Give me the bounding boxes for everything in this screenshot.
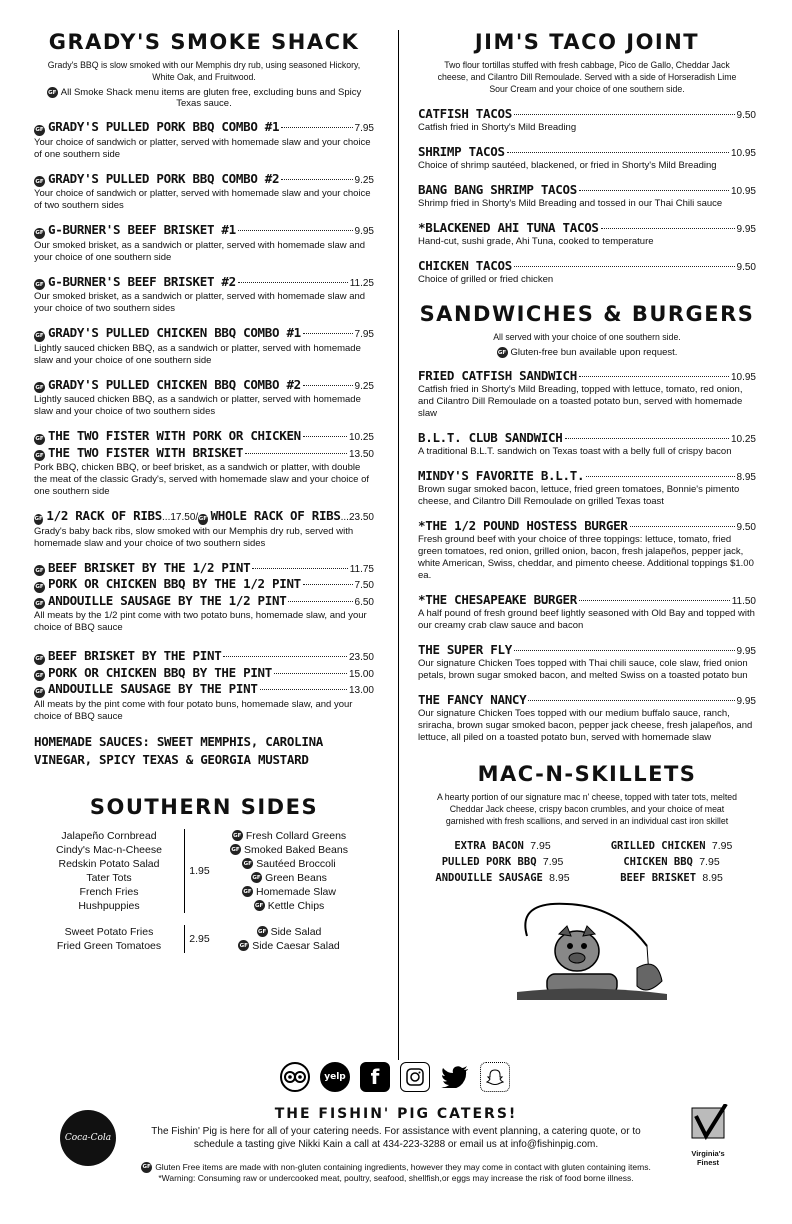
gluten-free-icon: GF [34, 125, 45, 136]
gluten-free-icon: GF [242, 858, 253, 869]
item-price: 8.95 [736, 472, 756, 484]
dot-leader [630, 526, 735, 527]
item-price: 10.95 [730, 372, 756, 384]
yelp-icon[interactable]: yelp [320, 1062, 350, 1092]
item-description: Fresh ground beef with your choice of three toppings: lettuce, tomato, fried green tomatoes, red onion, grilled onion, bacon, fresh jalapeños, pepper jack, white American, Swiss, cheddar, and pimento cheese. Additional toppings $1.00 ea. [418, 534, 754, 582]
sandwiches-intro: All served with your choice of one southern side. [493, 332, 681, 343]
menu-item-row [34, 377, 374, 394]
catering-title: THE FISHIN' PIG CATERS! [274, 1106, 518, 1122]
menu-item-row [418, 468, 756, 483]
menu-item [418, 468, 756, 508]
side-item: Redskin Potato Salad [58, 857, 160, 870]
item-name: PORK OR CHICKEN BBQ BY THE PINT [48, 664, 272, 680]
menu-item [418, 430, 756, 458]
gluten-free-icon: GF [34, 565, 45, 576]
item-price: 7.95 [354, 123, 374, 135]
item-description: Catfish fried in Shorty's Mild Breading [418, 122, 577, 133]
menu-item-row [418, 430, 756, 445]
item-description: Our smoked brisket, as a sandwich or platter, served with homemade slaw and your choice of two southern sides [34, 291, 366, 315]
menu-item [34, 377, 374, 419]
menu-item-row [418, 518, 756, 533]
dot-leader [238, 282, 348, 283]
dot-leader [565, 438, 729, 439]
menu-item-row [34, 119, 374, 136]
item-price: 10.95 [730, 148, 756, 159]
side-item: Tater Tots [86, 871, 132, 884]
dot-leader [281, 179, 352, 180]
gluten-free-icon: GF [34, 331, 45, 342]
gluten-free-icon: GF [34, 670, 45, 681]
side-item: Hushpuppies [78, 899, 140, 912]
gluten-free-icon: GF [254, 900, 265, 911]
menu-item-row [418, 592, 756, 607]
item-price: 9.95 [354, 226, 374, 238]
item-name: G-BURNER'S BEEF BRISKET #1 [48, 222, 236, 238]
item-price: 7.50 [354, 580, 374, 592]
dot-leader [303, 385, 353, 386]
menu-item-row [34, 681, 374, 698]
gluten-free-icon: GF [198, 514, 207, 525]
side-item: Fried Green Tomatoes [56, 939, 162, 952]
dot-leader [579, 600, 730, 601]
item-name: *THE 1/2 POUND HOSTESS BURGER [418, 518, 628, 534]
smoke-shack-title: GRADY'S SMOKE SHACK [48, 30, 360, 54]
item-description: Lightly sauced chicken BBQ, as a sandwich or platter, served with homemade slaw and your choice of two southern sides [34, 394, 361, 418]
smoke-shack-intro: Grady's BBQ is slow smoked with our Memphis dry rub, using seasoned Hickory, White Oak, and Fruitwood. [47, 60, 361, 83]
menu-item-row [34, 576, 374, 593]
item-price: 9.95 [736, 696, 756, 708]
mac-option: ANDOUILLE SAUSAGE 8.95 [435, 872, 570, 885]
raw-food-warning: *Warning: Consuming raw or undercooked meat, poultry, seafood, shellfish,or eggs may increase the risk of food borne illness. [158, 1173, 634, 1184]
menu-item [34, 119, 374, 161]
gluten-free-icon: GF [34, 450, 45, 461]
menu-item-row [34, 222, 374, 239]
social-icons [280, 1062, 510, 1092]
column-divider [398, 30, 399, 1060]
item-name: THE FANCY NANCY [418, 692, 527, 708]
item-name: THE SUPER FLY [418, 642, 512, 658]
smoke-shack-items [34, 119, 374, 418]
dot-leader [303, 584, 353, 585]
gluten-free-icon: GF [34, 382, 45, 393]
side-item: GF Homemade Slaw [243, 885, 336, 898]
right-column [418, 30, 756, 1006]
left-column [34, 30, 374, 953]
item-name: *THE CHESAPEAKE BURGER [418, 592, 577, 608]
dot-leader [303, 436, 347, 437]
item-description: All meats by the 1/2 pint come with two potato buns, homemade slaw, and your choice of BBQ sauce [34, 610, 367, 634]
dot-leader [303, 333, 353, 334]
item-name: B.L.T. CLUB SANDWICH [418, 430, 563, 446]
menu-item: GF THE TWO FISTER WITH PORK OR CHICKEN 10.25 [35, 428, 374, 444]
dot-leader [514, 266, 735, 267]
two-fister-group [34, 428, 374, 498]
menu-item-row [418, 642, 756, 657]
homemade-sauces: HOMEMADE SAUCES: SWEET MEMPHIS, CAROLINA VINEGAR, SPICY TEXAS & GEORGIA MUSTARD [34, 733, 324, 767]
menu-item-row [34, 274, 374, 291]
dot-leader [245, 453, 347, 454]
menu-item-row [34, 325, 374, 342]
item-description: Choice of shrimp sautéed, blackened, or fried in Shorty's Mild Breading [418, 160, 717, 171]
item-name: CHICKEN TACOS [418, 258, 512, 273]
item-description: All meats by the pint come with four potato buns, homemade slaw, and your choice of BBQ sauce [34, 698, 353, 722]
item-name: G-BURNER'S BEEF BRISKET #2 [48, 273, 236, 289]
menu-item [418, 258, 756, 286]
mac-option: EXTRA BACON 7.95 [454, 840, 551, 853]
item-description: Choice of grilled or fried chicken [418, 274, 554, 285]
dot-leader [579, 190, 729, 191]
sides-list [214, 925, 364, 953]
menu-item [418, 518, 756, 582]
dot-leader [281, 127, 352, 128]
instagram-icon[interactable] [400, 1062, 430, 1092]
item-description: Pork BBQ, chicken BBQ, or beef brisket, as a sandwich or platter, with double the meat of the classic Grady's, served with homemade slaw and your choice of one southern side [34, 462, 370, 498]
item-price: 11.75 [349, 563, 374, 575]
facebook-icon[interactable]: f [360, 1062, 390, 1092]
side-item: GF Side Caesar Salad [239, 939, 340, 952]
menu-item [418, 592, 756, 632]
coca-cola-logo: Coca-Cola [60, 1110, 116, 1166]
menu-item [418, 642, 756, 682]
menu-item [418, 368, 756, 420]
gluten-free-icon: GF [34, 582, 45, 593]
mac-option: BEEF BRISKET 8.95 [620, 872, 723, 885]
ribs-group [34, 508, 374, 550]
taco-items [418, 106, 756, 286]
tripadvisor-icon[interactable] [280, 1062, 310, 1092]
item-name: SHRIMP TACOS [418, 144, 505, 159]
gluten-free-icon: GF [251, 872, 262, 883]
item-price: 13.00 [348, 685, 374, 697]
sides-price: 2.95 [184, 925, 214, 953]
item-price: 9.50 [736, 522, 756, 534]
menu-item [34, 222, 374, 264]
item-name: BANG BANG SHRIMP TACOS [418, 182, 577, 197]
item-description: Brown sugar smoked bacon, lettuce, fried green tomatoes, Bonnie's pimento cheese, and Cilantro Dill Remoulade on grilled Texas toast [418, 484, 740, 508]
dot-leader [586, 476, 734, 477]
gluten-free-icon: GF [238, 940, 249, 951]
sides-list [34, 829, 184, 913]
item-name: *BLACKENED AHI TUNA TACOS [418, 220, 599, 235]
sandwiches-title: SANDWICHES & BURGERS [419, 302, 755, 326]
item-name: GRADY'S PULLED CHICKEN BBQ COMBO #2 [48, 376, 301, 392]
side-item: GF Smoked Baked Beans [231, 843, 348, 856]
side-item: GF Sautéed Broccoli [243, 857, 336, 870]
sides-list [214, 829, 364, 913]
menu-item [418, 106, 756, 134]
item-description: Hand-cut, sushi grade, Ahi Tuna, cooked to temperature [418, 236, 654, 247]
item-price: 9.95 [736, 224, 756, 235]
item-price: 9.25 [354, 380, 374, 392]
menu-item-row [34, 560, 374, 577]
gluten-free-icon: GF [242, 886, 253, 897]
menu-item-row [34, 665, 374, 682]
item-name: GRADY'S PULLED PORK BBQ COMBO #1 [48, 119, 280, 135]
footnotes [100, 1162, 692, 1184]
menu-item-row [34, 171, 374, 188]
item-price: 10.95 [730, 186, 756, 197]
gluten-free-icon: GF [34, 514, 43, 525]
side-item: GF Fresh Collard Greens [233, 829, 347, 842]
item-description: Shrimp fried in Shorty's Mild Breading and tossed in our Thai Chili sauce [418, 198, 723, 209]
menu-item [34, 274, 374, 316]
item-description: Our signature Chicken Toes topped with Thai chili sauce, cole slaw, fried onion petals, brown sugar smoked bacon, and melted Swiss on a toasted potato bun [418, 658, 748, 682]
dot-leader [601, 228, 735, 229]
item-description: Our signature Chicken Toes topped with our medium buffalo sauce, ranch, sriracha, brown sugar smoked bacon, pepper jack cheese, fresh jalapeños, and lettuce, all piled on a toasted potato bun, served with homemade slaw [418, 708, 753, 744]
dot-leader [507, 152, 729, 153]
sides-price: 1.95 [184, 829, 214, 913]
item-price: 9.25 [354, 174, 374, 186]
dot-leader [260, 689, 347, 690]
mac-skillet-options [418, 838, 756, 886]
item-name: MINDY'S FAVORITE B.L.T. [418, 468, 585, 484]
gluten-free-icon: GF [34, 279, 45, 290]
menu-item-row [418, 106, 756, 121]
gluten-free-icon: GF [34, 434, 45, 445]
mac-skillets-title: MAC-N-SKILLETS [477, 762, 697, 787]
menu-item: GF THE TWO FISTER WITH BRISKET 13.50 [35, 444, 374, 460]
item-description: A half pound of fresh ground beef lightly seasoned with Old Bay and topped with our creamy crab claw sauce and bacon [418, 608, 755, 632]
item-description: A traditional B.L.T. sandwich on Texas toast with a belly full of crispy bacon [418, 446, 732, 458]
gluten-free-icon: GF [141, 1162, 152, 1173]
item-price: 11.50 [731, 596, 756, 608]
gluten-free-icon: GF [34, 598, 45, 609]
menu-item [418, 220, 756, 248]
menu-item-row [418, 368, 756, 383]
gluten-free-icon: GF [497, 347, 508, 358]
twitter-icon[interactable] [440, 1062, 470, 1092]
mac-option: GRILLED CHICKEN 7.95 [610, 840, 733, 853]
gluten-free-icon: GF [230, 844, 241, 855]
item-price: 9.50 [736, 110, 756, 121]
item-name: CATFISH TACOS [418, 106, 512, 121]
item-price: 9.50 [736, 262, 756, 273]
southern-sides-grid [34, 829, 374, 953]
menu-item-row [34, 648, 374, 665]
item-name: FRIED CATFISH SANDWICH [418, 368, 577, 384]
item-price: 7.95 [354, 329, 374, 341]
side-item: GF Side Salad [257, 925, 322, 938]
item-price: 9.95 [736, 646, 756, 658]
item-price: 23.50 [348, 652, 374, 664]
menu-item [34, 325, 374, 367]
virginias-finest-logo: Virginia's Finest [680, 1104, 736, 1164]
gluten-free-icon: GF [232, 830, 243, 841]
item-description: Your choice of sandwich or platter, served with homemade slaw and your choice of one southern side [34, 136, 371, 160]
gf-disclaimer: GF Gluten Free items are made with non-gluten containing ingredients, however they may come in contact with gluten containing items. [142, 1162, 651, 1172]
item-name: GRADY'S PULLED PORK BBQ COMBO #2 [48, 170, 280, 186]
mac-option: PULLED PORK BBQ 7.95 [441, 856, 564, 869]
taco-joint-title: JIM'S TACO JOINT [474, 30, 700, 54]
side-item: GF Kettle Chips [255, 899, 325, 912]
item-name: ANDOUILLE SAUSAGE BY THE 1/2 PINT [48, 592, 287, 608]
gluten-free-icon: GF [257, 926, 268, 937]
gluten-free-icon: GF [34, 687, 45, 698]
smoke-shack-gf-note: GF All Smoke Shack menu items are gluten free, excluding buns and Spicy Texas sauce. [48, 87, 362, 110]
item-description: Your choice of sandwich or platter, served with homemade slaw and your choice of two southern sides [34, 188, 371, 212]
item-description: Grady's baby back ribs, slow smoked with our Memphis dry rub, served with homemade slaw and your choice of two southern sides [34, 525, 354, 549]
item-description: Our smoked brisket, as a sandwich or platter, served with homemade slaw and your choice of one southern side [34, 239, 366, 263]
taco-joint-intro: Two flour tortillas stuffed with fresh cabbage, Pico de Gallo, Cheddar Jack cheese, and Cilantro Dill Remoulade. Served with a side of Horseradish Lime Sour Cream and your choice of one southern side. [437, 60, 737, 95]
menu-item-row [418, 220, 756, 235]
fishin-pig-mascot-illustration [497, 896, 677, 1006]
menu-item-row [418, 182, 756, 197]
menu-item [34, 171, 374, 213]
mac-skillets-intro: A hearty portion of our signature mac n' cheese, topped with tater tots, melted Cheddar Jack cheese, crispy bacon crumbles, and your choice of meat garnished with fresh scallions, and served in an individual cast iron skillet [437, 792, 737, 828]
item-name: BEEF BRISKET BY THE PINT [48, 648, 222, 664]
catering-text: The Fishin' Pig is here for all of your catering needs. For assistance with event planning, a catering quote, or to schedule a tasting give Nikki Kain a call at 434-223-3288 or email us at info@fishinpig.com. [151, 1126, 641, 1150]
mac-option: CHICKEN BBQ 7.95 [623, 856, 720, 869]
snapchat-icon[interactable] [480, 1062, 510, 1092]
dot-leader [514, 114, 735, 115]
item-price: 10.25 [730, 434, 756, 446]
gluten-free-icon: GF [47, 87, 58, 98]
menu-item-row [418, 258, 756, 273]
side-item: Cindy's Mac-n-Cheese [56, 843, 162, 856]
dot-leader [528, 700, 734, 701]
half-pint-group [34, 560, 374, 635]
side-item: Sweet Potato Fries [64, 925, 154, 938]
gluten-free-icon: GF [34, 176, 45, 187]
menu-item [418, 182, 756, 210]
gluten-free-icon: GF [34, 654, 45, 665]
side-item: Jalapeño Cornbread [61, 829, 157, 842]
dot-leader [223, 656, 347, 657]
menu-item [418, 144, 756, 172]
dot-leader [288, 601, 352, 602]
item-price: 15.00 [348, 668, 374, 680]
sandwich-items [418, 368, 756, 744]
dot-leader [238, 230, 353, 231]
sandwiches-gf-note: GF Gluten-free bun available upon request. [497, 347, 678, 359]
item-name: GRADY'S PULLED CHICKEN BBQ COMBO #1 [48, 325, 301, 341]
dot-leader [579, 376, 729, 377]
menu-item [418, 692, 756, 744]
menu-item-row [418, 692, 756, 707]
menu-item-row [34, 593, 374, 610]
southern-sides-title: SOUTHERN SIDES [89, 794, 319, 819]
pint-group [34, 648, 374, 723]
dot-leader [252, 568, 347, 569]
menu-item: GF 1/2 RACK OF RIBS ...17.50/ GF WHOLE RACK OF RIBS ...23.50 [34, 508, 374, 524]
item-price: 11.25 [349, 277, 374, 289]
side-item: French Fries [79, 885, 139, 898]
menu-item-row [418, 144, 756, 159]
item-name: ANDOUILLE SAUSAGE BY THE PINT [48, 681, 258, 697]
dot-leader [514, 650, 735, 651]
item-price: 6.50 [354, 596, 374, 608]
item-name: PORK OR CHICKEN BBQ BY THE 1/2 PINT [48, 576, 301, 592]
item-description: Catfish fried in Shorty's Mild Breading, topped with lettuce, tomato, red onion, and Cilantro Dill Remoulade on a toasted potato bun, served with homemade slaw [418, 384, 743, 420]
gluten-free-icon: GF [34, 228, 45, 239]
side-item: GF Green Beans [252, 871, 327, 884]
item-description: Lightly sauced chicken BBQ, as a sandwich or platter, served with homemade slaw and your choice of one southern side [34, 342, 361, 366]
item-name: BEEF BRISKET BY THE 1/2 PINT [48, 559, 251, 575]
dot-leader [274, 673, 347, 674]
sides-list [34, 925, 184, 953]
